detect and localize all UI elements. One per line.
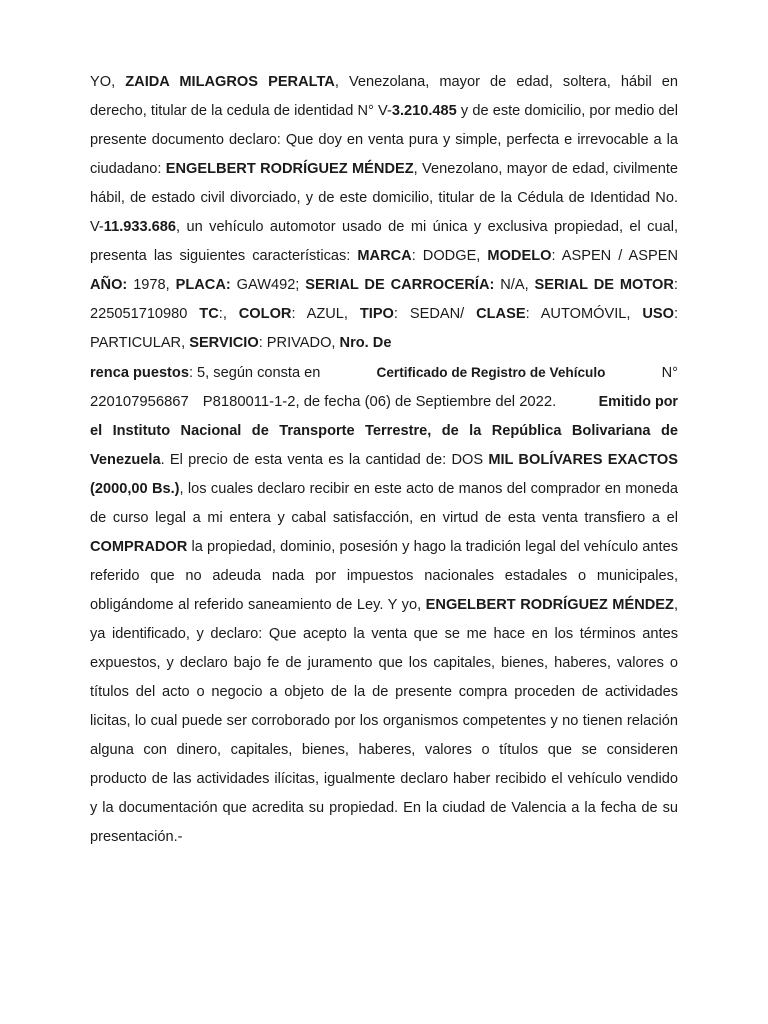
tc-label: TC: [199, 306, 219, 322]
certificate-number-label: N°: [661, 365, 678, 381]
certificate-date: , de fecha (06) de Septiembre del 2022.: [295, 394, 557, 410]
seller-name: ZAIDA MILAGROS PERALTA: [125, 74, 335, 90]
buyer-id-number: 11.933.686: [103, 219, 177, 235]
certificate-title: Certificado de Registro de Vehículo: [376, 365, 606, 380]
placa-label: PLACA:: [175, 277, 231, 293]
emitido-por: Emitido por: [598, 394, 678, 410]
puestos-label-cont: renca puestos: [90, 365, 189, 381]
sale-price: MIL BOLÍVARES EXACTOS (2000,00 Bs.): [90, 452, 678, 497]
anio-value: 1978,: [127, 277, 176, 293]
text-fragment: la propiedad, dominio, posesión y hago la tradición legal del vehículo antes referido que no adeuda nada por impuestos nacionales estadales o municipales, obligándome al referido saneamiento de Ley. Y yo,: [90, 539, 678, 613]
marca-label: MARCA: [357, 248, 412, 264]
color-label: COLOR: [238, 306, 292, 322]
text-fragment: . El precio de esta venta es la cantidad de: DOS: [160, 452, 489, 468]
seller-id-number: 3.210.485: [391, 103, 457, 119]
servicio-label: SERVICIO: [189, 335, 259, 351]
color-value: : AZUL,: [291, 306, 360, 322]
certificate-numbers: [90, 388, 556, 417]
text-fragment: YO,: [90, 74, 126, 90]
tipo-value: : SEDAN/: [393, 306, 477, 322]
text-fragment: y de este domicilio, por medio del presente documento declaro: Que doy en venta pura y simple, perfecta e irrevocable a la ciudadano:: [90, 103, 678, 177]
clase-label: CLASE: [476, 306, 526, 322]
certificate-number: 220107956867: [90, 394, 189, 410]
puestos-group: [90, 359, 320, 388]
anio-label: AÑO:: [90, 277, 128, 293]
placa-value: GAW492;: [230, 277, 306, 293]
servicio-value: : PRIVADO,: [258, 335, 340, 351]
serial-motor-value: : 225051710980: [90, 277, 678, 322]
serial-motor-label: SERIAL DE MOTOR: [534, 277, 674, 293]
marca-value: : DODGE,: [411, 248, 481, 264]
puestos-label: Nro. De: [339, 335, 392, 351]
puestos-value: : 5, según consta en: [188, 365, 321, 381]
issuing-institution: el Instituto Nacional de Transporte Terrestre, de la República Bolivariana de Venezuela: [90, 423, 678, 468]
uso-value: : PARTICULAR,: [90, 306, 679, 351]
certificate-line: [90, 358, 678, 388]
text-fragment: , Venezolano, mayor de edad, civilmente hábil, de estado civil divorciado, y de este domicilio, titular de la Cédula de Identidad No. V-: [90, 161, 678, 235]
modelo-label: MODELO: [487, 248, 552, 264]
certificate-detail-line: [90, 388, 678, 417]
certificate-code: P8180011-1-2: [202, 394, 296, 410]
modelo-value: : ASPEN / ASPEN: [551, 248, 678, 264]
document-body-part-1: [90, 68, 678, 358]
uso-label: USO: [642, 306, 674, 322]
text-fragment: , un vehículo automotor usado de mi única y exclusiva propiedad, el cual, presenta las siguientes características:: [90, 219, 678, 264]
document-page: [90, 68, 678, 852]
serial-carroceria-label: SERIAL DE CARROCERÍA:: [305, 277, 495, 293]
serial-carroceria-value: N/A,: [494, 277, 535, 293]
document-body-part-2: [90, 417, 678, 852]
tc-value: :,: [218, 306, 239, 322]
text-fragment: , los cuales declaro recibir en este acto de manos del comprador en moneda de curso legal a mi entera y cabal satisfacción, en virtud de esta venta transfiero a el: [90, 481, 678, 526]
comprador-label: COMPRADOR: [90, 539, 188, 555]
text-fragment: , Venezolana, mayor de edad, soltera, hábil en derecho, titular de la cedula de identidad N° V-: [90, 74, 678, 119]
tipo-label: TIPO: [359, 306, 394, 322]
clase-value: : AUTOMÓVIL,: [525, 306, 643, 322]
buyer-name-repeat: ENGELBERT RODRÍGUEZ MÉNDEZ: [425, 597, 674, 613]
buyer-name: ENGELBERT RODRÍGUEZ MÉNDEZ: [165, 161, 414, 177]
text-fragment: , ya identificado, y declaro: Que acepto la venta que se me hace en los términos antes expuestos, y declaro bajo fe de juramento que los capitales, bienes, haberes, valores o títulos del acto o negocio a objeto de la de presente compra proceden de actividades licitas, lo cual puede ser corroborado por los organismos competentes y no tienen relación alguna con dinero, capitales, bienes, haberes, valores o títulos que se consideren producto de las actividades ilícitas, igualmente declaro haber recibido el vehículo vendido y la documentación que acredita su propiedad. En la ciudad de Valencia a la fecha de su presentación.-: [90, 597, 678, 845]
